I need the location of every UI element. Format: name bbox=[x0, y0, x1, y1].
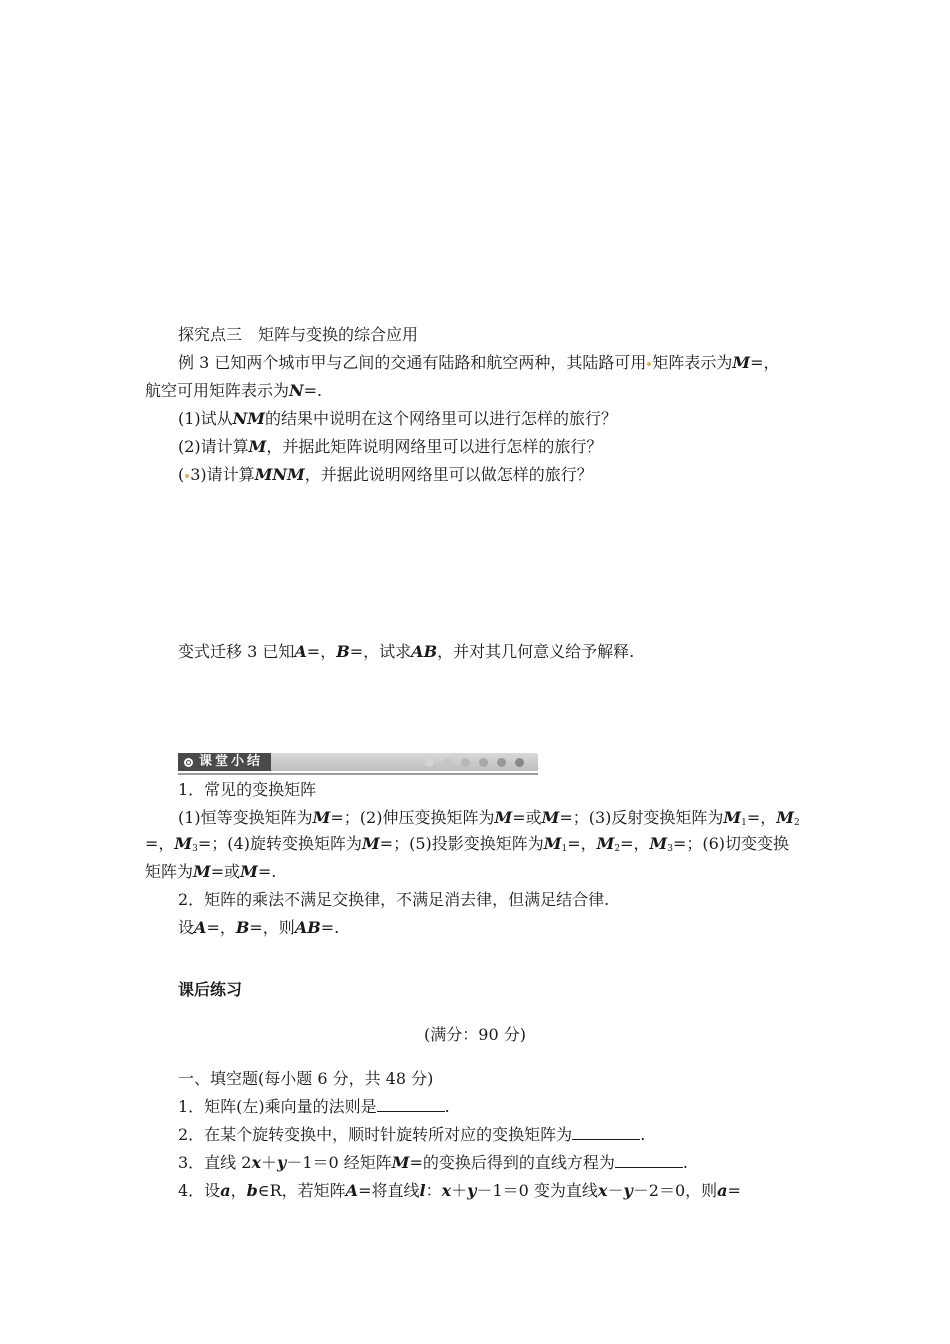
summary-line-3: =，$M_3=$；(4)旋转变换矩阵为M=；(5)投影变换矩阵为$M_1=$，$M_2=$，$M_3=$；(6)切变变换 bbox=[145, 834, 790, 854]
summary-banner bbox=[178, 753, 538, 777]
dot-icon bbox=[479, 758, 488, 767]
answer-blank[interactable] bbox=[377, 1097, 445, 1112]
marker-dot bbox=[647, 362, 651, 366]
variant-3: 变式迁移 3 已知A=，B=，试求AB，并对其几何意义给予解释. bbox=[178, 642, 635, 661]
var-N: N bbox=[289, 381, 304, 400]
dot-icon bbox=[515, 758, 524, 767]
dot-icon bbox=[443, 758, 452, 767]
answer-blank[interactable] bbox=[572, 1125, 640, 1140]
var-MNM: MNM bbox=[254, 465, 305, 484]
homework-title: 课后练习 bbox=[178, 980, 243, 999]
banner-dots bbox=[425, 758, 524, 767]
question-4: 4．设a，b∈R，若矩阵A=将直线l：x＋y－1＝0 变为直线x－y－2＝0，则a= bbox=[178, 1181, 741, 1200]
example-3-question-3: ( 3)请计算MNM，并据此说明网络里可以做怎样的旅行？ bbox=[178, 465, 593, 484]
example-3-line-1: 例 3 已知两个城市甲与乙间的交通有陆路和航空两种，其陆路可用 矩阵表示为M=， bbox=[178, 353, 780, 372]
homework-score: (满分：90 分) bbox=[424, 1025, 526, 1044]
summary-line-4: 矩阵为M=或M=. bbox=[145, 862, 277, 881]
banner-rule bbox=[178, 773, 538, 775]
question-2: 2．在某个旋转变换中，顺时针旋转所对应的变换矩阵为 . bbox=[178, 1125, 646, 1144]
example-3-line-2: 航空可用矩阵表示为N=. bbox=[145, 381, 323, 400]
question-1: 1．矩阵(左)乘向量的法则是 . bbox=[178, 1097, 450, 1116]
dot-icon bbox=[461, 758, 470, 767]
section-title: 探究点三 矩阵与变换的综合应用 bbox=[178, 325, 419, 344]
summary-item-2: 2．矩阵的乘法不满足交换律，不满足消去律，但满足结合律. bbox=[178, 890, 610, 909]
banner-label: 课堂小结 bbox=[199, 754, 264, 769]
summary-line-2: (1)恒等变换矩阵为M=；(2)伸压变换矩阵为M=或M=；(3)反射变换矩阵为$M_1=$，$M_2$ bbox=[178, 808, 800, 828]
summary-item-1: 1．常见的变换矩阵 bbox=[178, 780, 317, 799]
marker-dot bbox=[185, 474, 189, 478]
summary-line-6: 设A=，B=，则AB=. bbox=[178, 918, 340, 937]
dot-icon bbox=[497, 758, 506, 767]
question-3: 3．直线 2x＋y－1＝0 经矩阵M=的变换后得到的直线方程为 . bbox=[178, 1153, 688, 1172]
var-M: M bbox=[248, 437, 267, 456]
target-circle-icon bbox=[184, 758, 193, 767]
banner-tab bbox=[178, 753, 271, 771]
answer-blank[interactable] bbox=[615, 1153, 683, 1168]
part-1-heading: 一、填空题(每小题 6 分，共 48 分) bbox=[178, 1069, 434, 1088]
var-M: M bbox=[732, 353, 751, 372]
dot-icon bbox=[425, 758, 434, 767]
var-NM: NM bbox=[232, 409, 266, 428]
example-3-question-1: (1)试从NM的结果中说明在这个网络里可以进行怎样的旅行？ bbox=[178, 409, 618, 428]
example-3-question-2: (2)请计算M，并据此矩阵说明网络里可以进行怎样的旅行？ bbox=[178, 437, 603, 456]
